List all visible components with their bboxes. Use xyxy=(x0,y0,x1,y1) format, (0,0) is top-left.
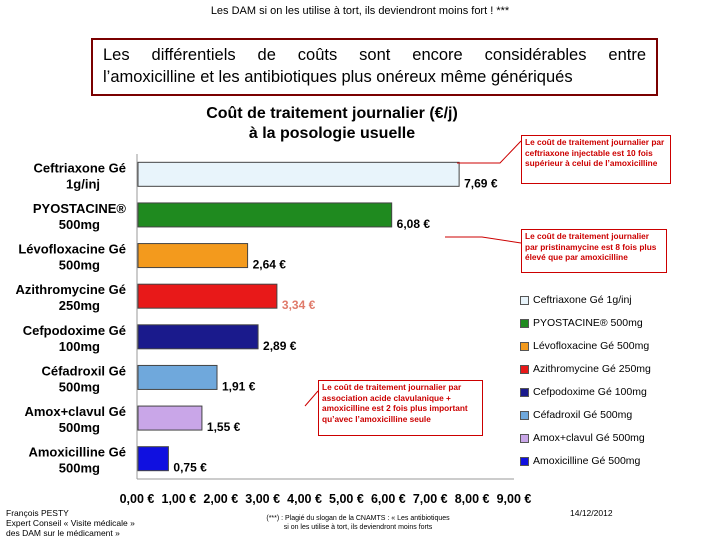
callout-connector-2 xyxy=(445,237,521,243)
chart-title-line-1: Coût de traitement journalier (€/j) xyxy=(206,105,458,122)
footer-note-line-2: si on les utilise à tort, ils deviendront moins forts xyxy=(283,524,433,531)
bar-2 xyxy=(138,244,248,268)
footer-author-line-3: des DAM sur le médicament » xyxy=(6,528,120,538)
legend-swatch xyxy=(520,365,529,374)
legend-swatch xyxy=(520,296,529,305)
bar-6 xyxy=(138,406,202,430)
x-tick-label: 9,00 € xyxy=(496,492,532,506)
footer-author-line-1: François PESTY xyxy=(6,508,69,518)
x-tick-label: 2,00 € xyxy=(203,492,239,506)
legend-swatch xyxy=(520,342,529,351)
category-label-line-2: 500mg xyxy=(58,460,100,476)
category-label-line-1: Amox+clavul Gé xyxy=(24,404,126,420)
bar-value-label: 0,75 € xyxy=(173,460,207,475)
legend-label: Amoxicilline Gé 500mg xyxy=(533,455,641,467)
bar-value-label: 1,91 € xyxy=(222,379,256,394)
category-label-line-1: Céfadroxil Gé xyxy=(41,363,126,379)
bar-value-label: 1,55 € xyxy=(206,420,241,435)
x-tick-label: 6,00 € xyxy=(370,492,406,506)
category-label-line-2: 500mg xyxy=(58,216,100,232)
summary-box xyxy=(91,38,658,96)
bar-3 xyxy=(138,284,277,308)
x-tick-label: 1,00 € xyxy=(161,492,197,506)
bar-value-label: 2,64 € xyxy=(252,257,286,272)
x-tick-label: 7,00 € xyxy=(412,492,448,506)
callout-ceftriaxone: Le coût de traitement journalier par ceftriaxone injectable est 10 fois supérieur à celui de l’amoxicilline xyxy=(521,135,671,184)
callout-amox-clavul: Le coût de traitement journalier par association acide clavulanique + amoxicilline est 2 fois plus important qu’avec l’amoxicilline seule xyxy=(318,380,483,436)
x-tick-label: 8,00 € xyxy=(454,492,490,506)
footer-date: 14/12/2012 xyxy=(570,508,613,518)
bar-value-label: 6,08 € xyxy=(396,216,431,231)
bar-value-label: 7,69 € xyxy=(464,176,498,191)
bar-value-label: 2,89 € xyxy=(263,338,297,353)
legend-label: Cefpodoxime Gé 100mg xyxy=(533,386,647,398)
callout-connector-1 xyxy=(457,141,521,163)
legend-swatch xyxy=(520,434,529,443)
category-label-line-2: 500mg xyxy=(58,379,100,395)
summary-line-1: Les différentiels de coûts sont encore considérables entre xyxy=(103,46,646,64)
x-tick-label: 0,00 € xyxy=(119,492,155,506)
bar-7 xyxy=(138,447,168,471)
bar-1 xyxy=(138,203,392,227)
legend-label: Lévofloxacine Gé 500mg xyxy=(533,340,650,352)
legend-swatch xyxy=(520,319,529,328)
category-label-line-1: PYOSTACINE® xyxy=(32,200,126,216)
bar-0 xyxy=(138,162,459,186)
legend-swatch xyxy=(520,457,529,466)
category-label-line-1: Amoxicilline Gé xyxy=(28,444,126,460)
callout-connector-3 xyxy=(305,391,318,406)
category-label-line-1: Azithromycine Gé xyxy=(15,282,126,298)
slide-header: Les DAM si on les utilise à tort, ils deviendront moins fort ! *** xyxy=(210,5,510,17)
legend-swatch xyxy=(520,388,529,397)
category-label-line-2: 500mg xyxy=(58,257,100,273)
category-label-line-1: Lévofloxacine Gé xyxy=(18,241,126,257)
legend-label: PYOSTACINE® 500mg xyxy=(533,317,643,329)
legend-label: Azithromycine Gé 250mg xyxy=(533,363,651,375)
footer-author-line-2: Expert Conseil « Visite médicale » xyxy=(6,518,135,528)
x-tick-label: 4,00 € xyxy=(287,492,322,506)
legend-swatch xyxy=(520,411,529,420)
bar-5 xyxy=(138,365,217,389)
legend-label: Céfadroxil Gé 500mg xyxy=(533,409,633,421)
callout-pristinamycine: Le coût de traitement journalier par pristinamycine est 8 fois plus élevé que par amoxicilline xyxy=(521,229,667,273)
category-label-line-2: 250mg xyxy=(58,298,100,314)
category-label-line-2: 100mg xyxy=(58,338,100,354)
bar-4 xyxy=(138,325,258,349)
x-tick-label: 5,00 € xyxy=(329,492,364,506)
legend-label: Ceftriaxone Gé 1g/inj xyxy=(533,294,632,306)
x-tick-label: 3,00 € xyxy=(245,492,281,506)
legend-label: Amox+clavul Gé 500mg xyxy=(533,432,645,444)
summary-line-2: l’amoxicilline et les antibiotiques plus onéreux même génériqués xyxy=(103,68,573,86)
footer-note xyxy=(228,514,488,532)
footer-note-line-1: (***) : Plagié du slogan de la CNAMTS : « Les antibiotiques xyxy=(266,515,450,522)
bar-value-label: 3,34 € xyxy=(281,298,316,313)
chart-title-line-2: à la posologie usuelle xyxy=(248,125,416,142)
category-label-line-1: Ceftriaxone Gé xyxy=(33,160,126,176)
category-label-line-1: Cefpodoxime Gé xyxy=(22,322,126,338)
footer-author xyxy=(6,508,135,538)
category-label-line-2: 500mg xyxy=(58,420,100,436)
category-label-line-2: 1g/inj xyxy=(66,176,100,192)
